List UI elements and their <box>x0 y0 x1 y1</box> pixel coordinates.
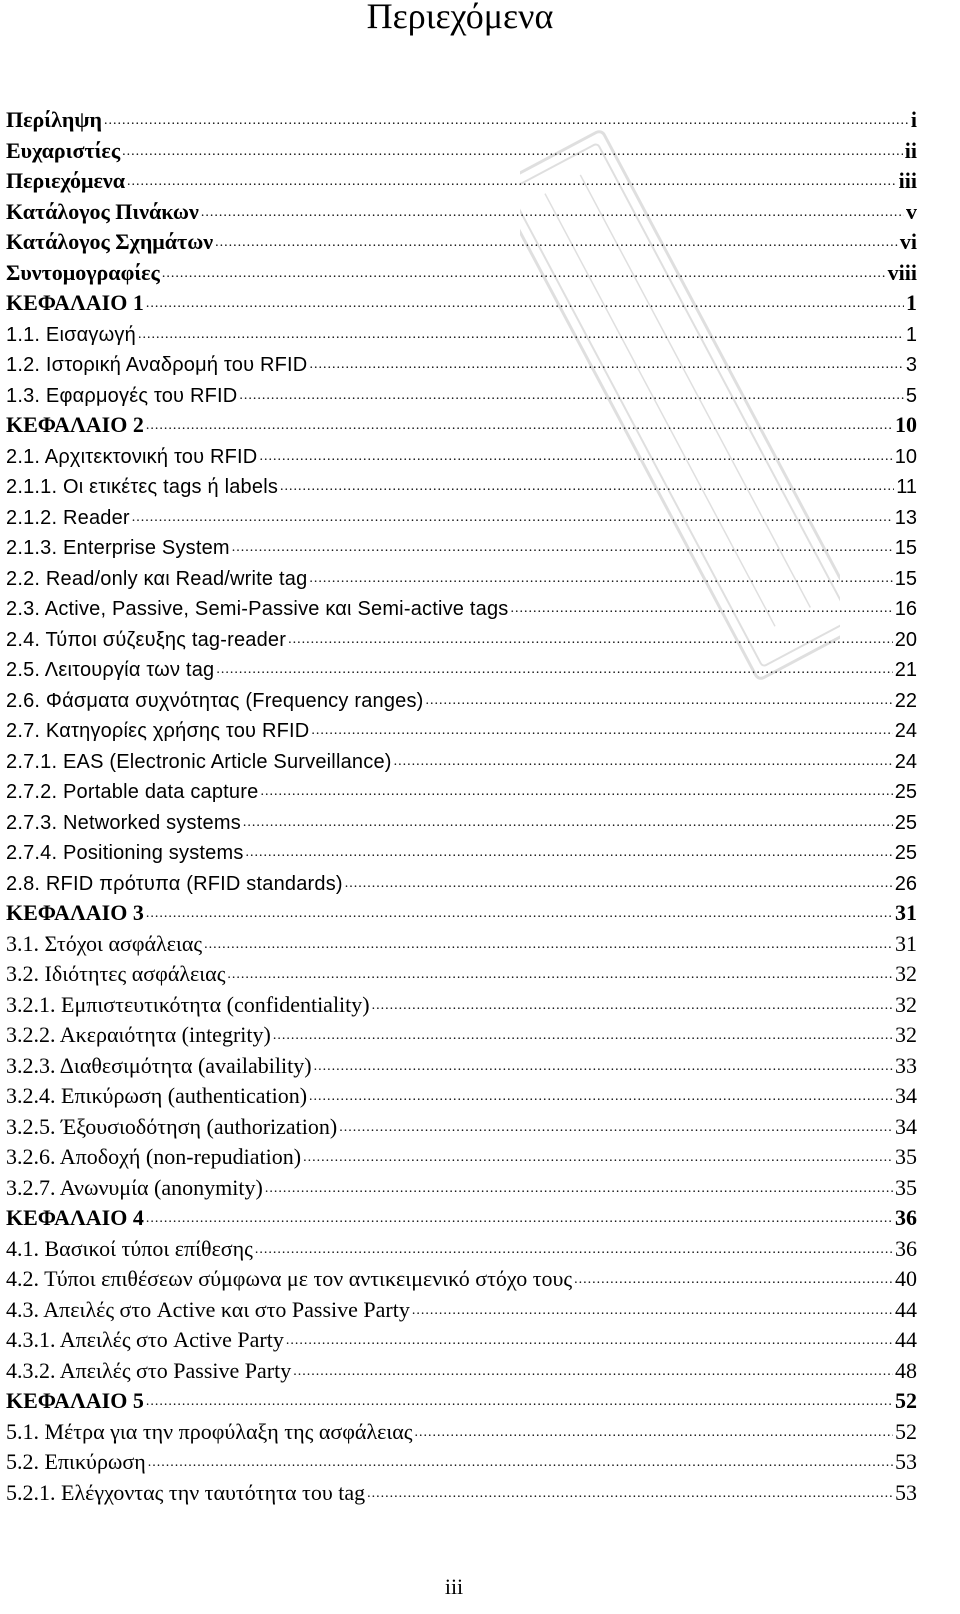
toc-entry-page-number: 21 <box>894 659 917 681</box>
toc-entry-page-number: viii <box>887 259 917 285</box>
toc-entry[interactable] <box>6 532 917 563</box>
dot-leader <box>138 316 904 350</box>
toc-entry-page-number: 22 <box>894 689 917 712</box>
toc-entry-page-number: vi <box>899 229 917 254</box>
dot-leader <box>255 1231 893 1265</box>
toc-entry-label: 2.2. Read/only και Read/write tag <box>6 567 308 590</box>
toc-entry[interactable] <box>6 1081 917 1112</box>
dot-leader <box>372 987 893 1021</box>
toc-entry-page-number: 25 <box>894 842 917 864</box>
toc-entry[interactable] <box>6 380 917 411</box>
dot-leader <box>104 102 909 136</box>
toc-entry-label: 3.2.3. Διαθεσιμότητα (availability) <box>6 1052 312 1078</box>
toc-entry[interactable] <box>6 1234 917 1265</box>
toc-entry[interactable] <box>6 136 917 167</box>
toc-entry-label: ΚΕΦΑΛΑΙΟ 2 <box>6 412 144 437</box>
toc-entry-label: 5.1. Μέτρα για την προφύλαξη της ασφάλειας <box>6 1418 413 1444</box>
toc-entry[interactable] <box>6 868 917 899</box>
toc-entry-page-number: 13 <box>894 506 917 529</box>
dot-leader <box>415 1414 893 1448</box>
toc-entry[interactable] <box>6 166 917 197</box>
toc-entry-label: 2.5. Λειτουργία των tag <box>6 659 215 681</box>
dot-leader <box>146 1383 893 1417</box>
toc-entry[interactable] <box>6 715 917 746</box>
toc-entry[interactable] <box>6 746 917 777</box>
toc-entry-label: ΚΕΦΑΛΑΙΟ 4 <box>6 1205 144 1230</box>
toc-entry[interactable] <box>6 654 917 685</box>
dot-leader <box>148 1444 893 1478</box>
toc-entry-page-number: 15 <box>894 567 917 590</box>
toc-entry-label: 2.1. Αρχιτεκτονική του RFID <box>6 445 258 468</box>
dot-leader <box>146 1200 893 1234</box>
toc-entry-label: Κατάλογος Σχημάτων <box>6 229 214 254</box>
toc-entry-label: 4.1. Βασικοί τύποι επίθεσης <box>6 1235 253 1261</box>
toc-entry-page-number: 33 <box>895 1052 917 1078</box>
dot-leader <box>162 255 886 289</box>
dot-leader <box>288 621 893 655</box>
toc-entry[interactable] <box>6 1203 917 1234</box>
toc-entry-page-number: 1 <box>906 290 917 315</box>
dot-leader <box>239 377 903 411</box>
toc-entry[interactable] <box>6 1112 917 1143</box>
toc-entry-label: 2.7.2. Portable data capture <box>6 781 259 803</box>
toc-entry[interactable] <box>6 441 917 472</box>
toc-entry-page-number: 32 <box>895 991 917 1017</box>
toc-entry-label: 1.1. Εισαγωγή <box>6 323 136 346</box>
dot-leader <box>127 163 897 197</box>
toc-entry-label: Κατάλογος Πινάκων <box>6 198 199 224</box>
toc-entry-page-number: 24 <box>894 750 917 773</box>
dot-leader <box>259 438 892 472</box>
dot-leader <box>215 224 898 258</box>
dot-leader <box>216 651 892 685</box>
toc-entry-page-number: 44 <box>895 1296 917 1322</box>
toc-entry[interactable] <box>6 593 917 624</box>
dot-leader <box>309 346 903 380</box>
toc-entry[interactable] <box>6 1356 917 1387</box>
toc-entry-label: Συντομογραφίες <box>6 259 160 285</box>
toc-entry[interactable] <box>6 1325 917 1356</box>
toc-entry[interactable] <box>6 471 917 502</box>
toc-entry-page-number: 25 <box>894 811 917 834</box>
toc-entry-page-number: i <box>910 107 917 132</box>
toc-entry[interactable] <box>6 1386 917 1417</box>
toc-entry[interactable] <box>6 807 917 838</box>
dot-leader <box>309 560 892 594</box>
toc-entry[interactable] <box>6 1447 917 1478</box>
toc-entry-label: Περίληψη <box>6 107 103 132</box>
dot-leader <box>511 590 893 624</box>
toc-entry[interactable] <box>6 258 917 289</box>
toc-entry[interactable] <box>6 685 917 716</box>
toc-entry-page-number: 52 <box>895 1388 917 1413</box>
toc-entry[interactable] <box>6 1051 917 1082</box>
toc-entry-label: 2.1.2. Reader <box>6 506 130 529</box>
dot-leader <box>309 1078 893 1112</box>
dot-leader <box>367 1475 893 1509</box>
toc-entry-label: 4.3.2. Απειλές στο Passive Party <box>6 1357 292 1383</box>
toc-entry-label: 2.1.1. Οι ετικέτες tags ή labels <box>6 476 279 498</box>
toc-entry-label: 3.2.4. Επικύρωση (authentication) <box>6 1083 308 1108</box>
toc-entry[interactable] <box>6 837 917 868</box>
toc-entry[interactable] <box>6 502 917 533</box>
toc-entry-page-number: 53 <box>895 1449 917 1474</box>
dot-leader <box>122 133 903 167</box>
dot-leader <box>204 926 893 960</box>
toc-entry-label: 2.4. Τύποι σύζευξης tag-reader <box>6 628 287 651</box>
dot-leader <box>146 407 893 441</box>
dot-leader <box>303 1139 893 1173</box>
toc-entry[interactable] <box>6 1417 917 1448</box>
toc-entry-page-number: ii <box>904 137 917 163</box>
toc-entry[interactable] <box>6 105 917 136</box>
toc-entry-page-number: 10 <box>895 412 917 437</box>
toc-entry[interactable] <box>6 1173 917 1204</box>
dot-leader <box>227 956 893 990</box>
toc-entry-label: 2.6. Φάσματα συχνότητας (Frequency ranges) <box>6 689 424 712</box>
dot-leader <box>201 194 904 228</box>
toc-entry-page-number: 24 <box>894 720 917 742</box>
dot-leader <box>293 1353 893 1387</box>
dot-leader <box>260 773 892 807</box>
toc-entry-label: 4.2. Τύποι επιθέσεων σύμφωνα με τον αντικειμενικό στόχο τους <box>6 1266 573 1291</box>
toc-entry-page-number: 5 <box>905 384 917 407</box>
toc-entry-page-number: 35 <box>895 1174 917 1200</box>
toc-entry-page-number: 40 <box>895 1266 917 1291</box>
toc-entry-label: 2.7.3. Networked systems <box>6 811 241 834</box>
toc-entry-label: 3.2.6. Αποδοχή (non-repudiation) <box>6 1144 302 1169</box>
toc-entry[interactable] <box>6 319 917 350</box>
toc-entry[interactable] <box>6 288 917 319</box>
toc-entry-page-number: 3 <box>905 354 917 376</box>
dot-leader <box>280 468 894 502</box>
toc-entry[interactable] <box>6 1142 917 1173</box>
dot-leader <box>146 895 893 929</box>
toc-entry-label: 2.8. RFID πρότυπα (RFID standards) <box>6 872 343 895</box>
dot-leader <box>132 499 893 533</box>
toc-entry-label: 4.3. Απειλές στο Active και στο Passive Party <box>6 1296 410 1322</box>
dot-leader <box>311 712 892 746</box>
toc-entry-page-number: 32 <box>895 1022 917 1047</box>
toc-entry[interactable] <box>6 349 917 380</box>
toc-entry-label: ΚΕΦΑΛΑΙΟ 1 <box>6 290 144 315</box>
toc-entry-label: 1.3. Εφαρμογές του RFID <box>6 384 238 407</box>
toc-entry-page-number: 31 <box>895 900 917 925</box>
toc-entry-label: 1.2. Ιστορική Αναδρομή του RFID <box>6 354 308 376</box>
toc-entry[interactable] <box>6 410 917 441</box>
dot-leader <box>265 1170 893 1204</box>
dot-leader <box>232 529 893 563</box>
toc-entry-label: ΚΕΦΑΛΑΙΟ 3 <box>6 900 144 925</box>
toc-entry[interactable] <box>6 1264 917 1295</box>
toc-entry-label: 4.3.1. Απειλές στο Active Party <box>6 1327 284 1352</box>
toc-entry-label: 2.7.4. Positioning systems <box>6 842 244 864</box>
toc-entry-page-number: 34 <box>895 1113 917 1139</box>
toc-entry[interactable] <box>6 929 917 960</box>
toc-entry-page-number: 52 <box>895 1418 917 1444</box>
dot-leader <box>273 1017 893 1051</box>
toc-entry-page-number: 36 <box>895 1205 917 1230</box>
dot-leader <box>286 1322 893 1356</box>
toc-entry[interactable] <box>6 990 917 1021</box>
toc-entry-label: 2.7. Κατηγορίες χρήσης του RFID <box>6 720 310 742</box>
toc-entry[interactable] <box>6 898 917 929</box>
toc-entry-page-number: 53 <box>895 1479 917 1505</box>
table-of-contents <box>6 105 917 1508</box>
toc-entry-page-number: 36 <box>895 1235 917 1261</box>
toc-entry[interactable] <box>6 197 917 228</box>
page-title: Περιεχόμενα <box>366 0 554 36</box>
toc-entry-label: Περιεχόμενα <box>6 168 126 193</box>
dot-leader <box>394 743 893 777</box>
page-number-footer: iii <box>444 1574 464 1599</box>
toc-entry-page-number: 10 <box>894 445 917 468</box>
toc-entry-page-number: 35 <box>895 1144 917 1169</box>
toc-entry-page-number: 11 <box>896 476 917 498</box>
toc-entry-label: 3.2.7. Ανωνυμία (anonymity) <box>6 1174 263 1200</box>
toc-entry[interactable] <box>6 1020 917 1051</box>
toc-entry-label: 3.2.2. Ακεραιότητα (integrity) <box>6 1022 271 1047</box>
dot-leader <box>146 285 904 319</box>
toc-entry-page-number: 20 <box>894 628 917 651</box>
toc-entry[interactable] <box>6 776 917 807</box>
toc-entry-page-number: 34 <box>895 1083 917 1108</box>
toc-entry-label: 3.1. Στόχοι ασφάλειας <box>6 930 203 956</box>
toc-entry-label: Ευχαριστίες <box>6 137 121 163</box>
toc-entry[interactable] <box>6 1295 917 1326</box>
toc-entry-label: 3.2.1. Εμπιστευτικότητα (confidentiality) <box>6 991 370 1017</box>
toc-entry[interactable] <box>6 227 917 258</box>
toc-entry-page-number: 32 <box>895 961 917 986</box>
toc-entry-page-number: 15 <box>894 537 917 559</box>
toc-entry-page-number: 26 <box>894 872 917 895</box>
toc-entry-label: 5.2. Επικύρωση <box>6 1449 146 1474</box>
toc-entry-label: 2.1.3. Enterprise System <box>6 537 230 559</box>
toc-entry-label: 2.3. Active, Passive, Semi-Passive και Semi-active tags <box>6 598 509 620</box>
dot-leader <box>339 1109 893 1143</box>
toc-entry[interactable] <box>6 959 917 990</box>
dot-leader <box>246 834 893 868</box>
toc-entry-page-number: v <box>906 198 917 224</box>
toc-entry-label: 2.7.1. EAS (Electronic Article Surveillance) <box>6 750 392 773</box>
toc-entry-page-number: 48 <box>895 1357 917 1383</box>
toc-entry-label: 3.2. Ιδιότητες ασφάλειας <box>6 961 226 986</box>
dot-leader <box>426 682 893 716</box>
toc-entry[interactable] <box>6 624 917 655</box>
dot-leader <box>314 1048 893 1082</box>
dot-leader <box>574 1261 893 1295</box>
toc-entry-page-number: 31 <box>895 930 917 956</box>
dot-leader <box>412 1292 893 1326</box>
toc-entry[interactable] <box>6 563 917 594</box>
toc-entry-page-number: iii <box>898 168 917 193</box>
toc-entry-page-number: 16 <box>894 598 917 620</box>
toc-entry-label: 3.2.5. Έξουσιοδότηση (authorization) <box>6 1113 338 1139</box>
toc-entry-page-number: 1 <box>905 323 917 346</box>
dot-leader <box>345 865 893 899</box>
toc-entry-label: ΚΕΦΑΛΑΙΟ 5 <box>6 1388 144 1413</box>
toc-entry[interactable] <box>6 1478 917 1509</box>
toc-entry-page-number: 25 <box>894 781 917 803</box>
toc-entry-label: 5.2.1. Ελέγχοντας την ταυτότητα του tag <box>6 1479 366 1505</box>
dot-leader <box>243 804 893 838</box>
toc-entry-page-number: 44 <box>895 1327 917 1352</box>
